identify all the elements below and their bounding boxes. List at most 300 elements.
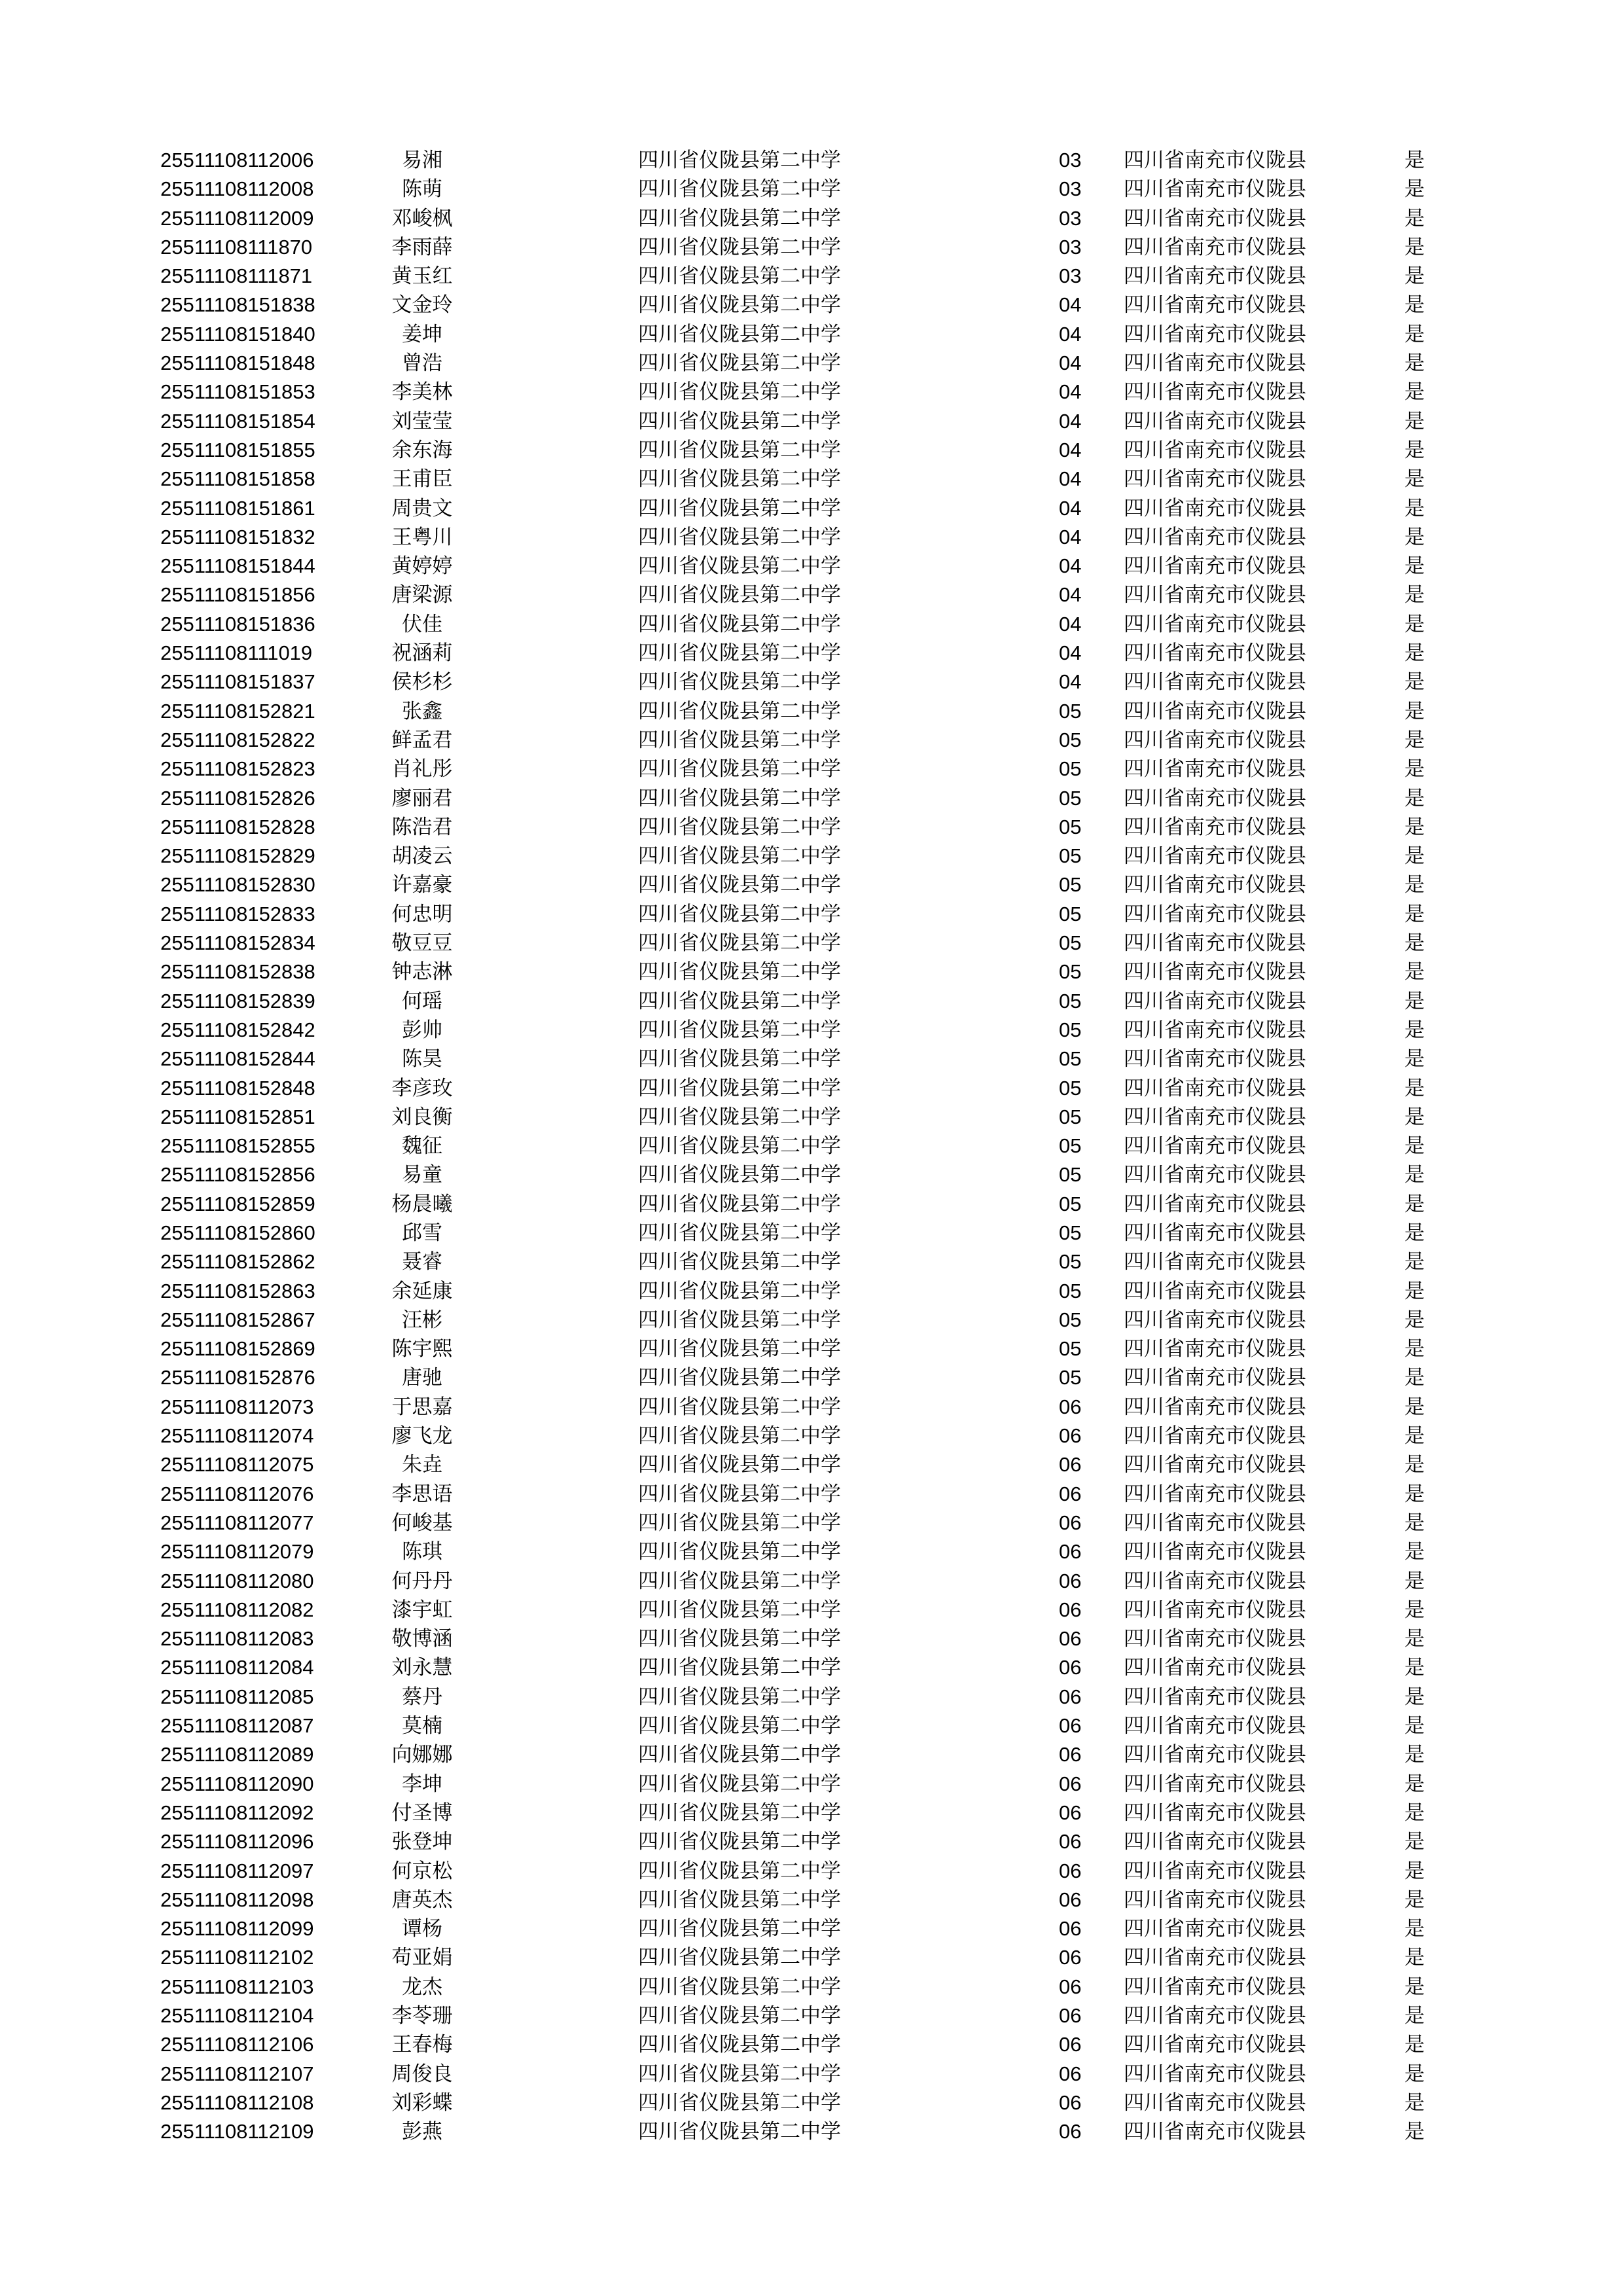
school-cell: 四川省仪陇县第二中学 [638,206,841,230]
student-name-cell: 唐驰 [402,1366,442,1390]
region-cell: 四川省南充市仪陇县 [1124,1134,1306,1158]
region-cell: 四川省南充市仪陇县 [1124,2004,1306,2028]
student-name-cell: 曾浩 [402,351,442,376]
region-cell: 四川省南充市仪陇县 [1124,786,1306,810]
student-name-cell: 唐梁源 [391,583,453,607]
exam-id-cell: 25511108112102 [160,1946,314,1969]
status-flag-cell: 是 [1404,2062,1425,2086]
status-flag-cell: 是 [1404,1105,1425,1129]
table-row [0,1190,1623,1219]
status-flag-cell: 是 [1404,1743,1425,1767]
status-flag-cell: 是 [1404,1917,1425,1941]
school-cell: 四川省仪陇县第二中学 [638,1627,841,1651]
status-flag-cell: 是 [1404,351,1425,376]
class-code-cell: 05 [1059,699,1082,723]
school-cell: 四川省仪陇县第二中学 [638,2062,841,2086]
exam-id-cell: 25511108152848 [160,1076,315,1100]
class-code-cell: 04 [1059,583,1082,607]
status-flag-cell: 是 [1404,1511,1425,1535]
table-row [0,958,1623,986]
table-row [0,1827,1623,1856]
exam-id-cell: 25511108151832 [160,525,315,548]
student-name-cell: 陈浩君 [391,815,453,839]
school-cell: 四川省仪陇县第二中学 [638,902,841,926]
class-code-cell: 04 [1059,525,1082,548]
region-cell: 四川省南充市仪陇县 [1124,1569,1306,1593]
school-cell: 四川省仪陇县第二中学 [638,1047,841,1071]
student-name-cell: 易湘 [402,149,442,172]
table-row [0,668,1623,696]
class-code-cell: 06 [1059,1859,1082,1882]
school-cell: 四川省仪陇县第二中学 [638,1453,841,1477]
region-cell: 四川省南充市仪陇县 [1124,206,1306,230]
table-row [0,1306,1623,1335]
school-cell: 四川省仪陇县第二中学 [638,989,841,1013]
class-code-cell: 06 [1059,1540,1082,1564]
school-cell: 四川省仪陇县第二中学 [638,1569,841,1593]
exam-id-cell: 25511108112103 [160,1975,314,1998]
status-flag-cell: 是 [1404,1453,1425,1477]
table-row [0,1509,1623,1537]
table-row [0,1219,1623,1247]
status-flag-cell: 是 [1404,1134,1425,1158]
exam-id-cell: 25511108152826 [160,786,315,810]
region-cell: 四川省南充市仪陇县 [1124,1714,1306,1738]
region-cell: 四川省南充市仪陇县 [1124,1627,1306,1651]
status-flag-cell: 是 [1404,1047,1425,1071]
school-cell: 四川省仪陇县第二中学 [638,1395,841,1419]
region-cell: 四川省南充市仪陇县 [1124,931,1306,956]
class-code-cell: 06 [1059,2090,1082,2114]
class-code-cell: 06 [1059,1482,1082,1505]
status-flag-cell: 是 [1404,699,1425,723]
student-name-cell: 彭燕 [402,2120,442,2144]
student-name-cell: 李坤 [402,1772,442,1796]
class-code-cell: 06 [1059,1830,1082,1854]
student-name-cell: 莫楠 [402,1714,442,1738]
status-flag-cell: 是 [1404,1975,1425,1999]
class-code-cell: 05 [1059,844,1082,868]
class-code-cell: 05 [1059,1076,1082,1100]
region-cell: 四川省南充市仪陇县 [1124,1685,1306,1709]
class-code-cell: 04 [1059,380,1082,404]
school-cell: 四川省仪陇县第二中学 [638,757,841,781]
status-flag-cell: 是 [1404,467,1425,492]
exam-id-cell: 25511108151855 [160,438,315,461]
class-code-cell: 05 [1059,873,1082,897]
table-row [0,813,1623,842]
status-flag-cell: 是 [1404,1801,1425,1825]
school-cell: 四川省仪陇县第二中学 [638,1424,841,1448]
status-flag-cell: 是 [1404,1859,1425,1883]
student-name-cell: 魏征 [402,1134,442,1158]
status-flag-cell: 是 [1404,149,1425,172]
student-name-cell: 何忠明 [391,902,453,926]
status-flag-cell: 是 [1404,1279,1425,1303]
table-row [0,1770,1623,1799]
school-cell: 四川省仪陇县第二中学 [638,1250,841,1274]
student-name-cell: 周贵文 [391,496,453,520]
status-flag-cell: 是 [1404,757,1425,781]
school-cell: 四川省仪陇县第二中学 [638,1656,841,1680]
class-code-cell: 06 [1059,2033,1082,2056]
school-cell: 四川省仪陇县第二中学 [638,1105,841,1129]
class-code-cell: 03 [1059,235,1082,259]
region-cell: 四川省南充市仪陇县 [1124,235,1306,259]
exam-id-cell: 25511108152856 [160,1163,315,1187]
region-cell: 四川省南充市仪陇县 [1124,641,1306,666]
exam-id-cell: 25511108151848 [160,351,315,375]
exam-id-cell: 25511108112099 [160,1917,314,1941]
class-code-cell: 03 [1059,177,1082,201]
region-cell: 四川省南充市仪陇县 [1124,467,1306,492]
class-code-cell: 06 [1059,1801,1082,1824]
exam-id-cell: 25511108112073 [160,1395,314,1418]
region-cell: 四川省南充市仪陇县 [1124,1598,1306,1622]
status-flag-cell: 是 [1404,1772,1425,1796]
student-name-cell: 刘永慧 [391,1656,453,1680]
region-cell: 四川省南充市仪陇县 [1124,583,1306,607]
student-name-cell: 肖礼彤 [391,757,453,781]
student-name-cell: 李思语 [391,1482,453,1506]
table-row [0,581,1623,609]
region-cell: 四川省南充市仪陇县 [1124,1540,1306,1564]
student-name-cell: 文金玲 [391,293,453,317]
class-code-cell: 05 [1059,989,1082,1013]
student-name-cell: 王甫臣 [391,467,453,492]
status-flag-cell: 是 [1404,815,1425,839]
school-cell: 四川省仪陇县第二中学 [638,1163,841,1187]
class-code-cell: 05 [1059,1105,1082,1128]
status-flag-cell: 是 [1404,583,1425,607]
school-cell: 四川省仪陇县第二中学 [638,1743,841,1767]
exam-id-cell: 25511108112077 [160,1511,314,1534]
school-cell: 四川省仪陇县第二中学 [638,2033,841,2057]
table-row [0,1074,1623,1103]
class-code-cell: 04 [1059,612,1082,636]
class-code-cell: 06 [1059,1888,1082,1911]
student-name-cell: 蔡丹 [402,1685,442,1709]
table-row [0,987,1623,1016]
table-row [0,755,1623,783]
status-flag-cell: 是 [1404,1221,1425,1245]
student-name-cell: 聂睿 [402,1250,442,1274]
student-name-cell: 付圣博 [391,1801,453,1825]
school-cell: 四川省仪陇县第二中学 [638,1366,841,1390]
status-flag-cell: 是 [1404,1627,1425,1651]
region-cell: 四川省南充市仪陇县 [1124,293,1306,317]
exam-id-cell: 25511108112083 [160,1627,314,1651]
class-code-cell: 06 [1059,1946,1082,1969]
table-row [0,436,1623,465]
table-row [0,1537,1623,1566]
status-flag-cell: 是 [1404,2004,1425,2028]
table-row [0,1363,1623,1392]
table-row [0,1683,1623,1712]
exam-id-cell: 25511108152822 [160,728,315,751]
status-flag-cell: 是 [1404,264,1425,289]
student-name-cell: 彭帅 [402,1018,442,1042]
status-flag-cell: 是 [1404,1946,1425,1970]
exam-id-cell: 25511108112087 [160,1714,314,1738]
status-flag-cell: 是 [1404,380,1425,404]
student-name-cell: 易童 [402,1163,442,1187]
table-row [0,900,1623,929]
school-cell: 四川省仪陇县第二中学 [638,960,841,984]
school-cell: 四川省仪陇县第二中学 [638,1685,841,1709]
class-code-cell: 05 [1059,786,1082,810]
region-cell: 四川省南充市仪陇县 [1124,177,1306,202]
status-flag-cell: 是 [1404,235,1425,259]
status-flag-cell: 是 [1404,1076,1425,1100]
class-code-cell: 05 [1059,1366,1082,1390]
student-name-cell: 许嘉豪 [391,873,453,897]
exam-id-cell: 25511108152863 [160,1279,315,1302]
region-cell: 四川省南充市仪陇县 [1124,1366,1306,1390]
status-flag-cell: 是 [1404,525,1425,549]
exam-id-cell: 25511108112080 [160,1569,314,1592]
school-cell: 四川省仪陇县第二中学 [638,641,841,666]
student-name-cell: 余延康 [391,1279,453,1303]
class-code-cell: 04 [1059,554,1082,578]
school-cell: 四川省仪陇县第二中学 [638,409,841,433]
student-name-cell: 王粤川 [391,525,453,549]
student-name-cell: 钟志淋 [391,960,453,984]
status-flag-cell: 是 [1404,1337,1425,1361]
region-cell: 四川省南充市仪陇县 [1124,1801,1306,1825]
region-cell: 四川省南充市仪陇县 [1124,380,1306,404]
student-name-cell: 祝涵莉 [391,641,453,666]
school-cell: 四川省仪陇县第二中学 [638,380,841,404]
region-cell: 四川省南充市仪陇县 [1124,1424,1306,1448]
status-flag-cell: 是 [1404,177,1425,202]
region-cell: 四川省南充市仪陇县 [1124,2033,1306,2057]
class-code-cell: 06 [1059,1685,1082,1708]
exam-id-cell: 25511108112092 [160,1801,314,1824]
exam-id-cell: 25511108152829 [160,844,315,868]
class-code-cell: 05 [1059,1192,1082,1215]
student-name-cell: 张登坤 [391,1830,453,1854]
region-cell: 四川省南充市仪陇县 [1124,1917,1306,1941]
student-name-cell: 周俊良 [391,2062,453,2086]
student-name-cell: 唐英杰 [391,1888,453,1912]
table-row [0,262,1623,291]
status-flag-cell: 是 [1404,2090,1425,2115]
exam-id-cell: 25511108112076 [160,1482,314,1505]
exam-id-cell: 25511108111871 [160,264,313,288]
status-flag-cell: 是 [1404,902,1425,926]
region-cell: 四川省南充市仪陇县 [1124,2062,1306,2086]
class-code-cell: 05 [1059,931,1082,955]
exam-id-cell: 25511108152823 [160,757,315,781]
table-row [0,1740,1623,1769]
table-row [0,2089,1623,2117]
class-code-cell: 06 [1059,1453,1082,1477]
student-name-cell: 陈琪 [402,1540,442,1564]
student-name-cell: 敬豆豆 [391,931,453,956]
class-code-cell: 03 [1059,264,1082,288]
exam-id-cell: 25511108151854 [160,409,315,433]
region-cell: 四川省南充市仪陇县 [1124,149,1306,172]
school-cell: 四川省仪陇县第二中学 [638,149,841,172]
school-cell: 四川省仪陇县第二中学 [638,1221,841,1245]
table-row [0,1943,1623,1972]
student-name-cell: 汪彬 [402,1308,442,1332]
table-row [0,929,1623,958]
student-name-cell: 黄婷婷 [391,554,453,579]
status-flag-cell: 是 [1404,641,1425,666]
region-cell: 四川省南充市仪陇县 [1124,960,1306,984]
table-row [0,233,1623,262]
student-name-cell: 侯杉杉 [391,670,453,694]
class-code-cell: 06 [1059,1917,1082,1941]
region-cell: 四川省南充市仪陇县 [1124,1047,1306,1071]
exam-id-cell: 25511108112084 [160,1656,314,1679]
student-name-cell: 苟亚娟 [391,1946,453,1970]
exam-id-cell: 25511108151837 [160,670,315,694]
exam-id-cell: 25511108112109 [160,2120,314,2144]
status-flag-cell: 是 [1404,1888,1425,1912]
student-name-cell: 廖丽君 [391,786,453,810]
status-flag-cell: 是 [1404,438,1425,462]
school-cell: 四川省仪陇县第二中学 [638,1917,841,1941]
status-flag-cell: 是 [1404,1482,1425,1506]
student-name-cell: 伏佳 [402,612,442,636]
region-cell: 四川省南充市仪陇县 [1124,1337,1306,1361]
status-flag-cell: 是 [1404,728,1425,752]
student-name-cell: 王春梅 [391,2033,453,2057]
region-cell: 四川省南充市仪陇县 [1124,351,1306,376]
region-cell: 四川省南充市仪陇县 [1124,525,1306,549]
student-name-cell: 张鑫 [402,699,442,723]
region-cell: 四川省南充市仪陇县 [1124,728,1306,752]
table-row [0,146,1623,175]
table-row [0,1016,1623,1045]
table-row [0,697,1623,726]
school-cell: 四川省仪陇县第二中学 [638,2004,841,2028]
exam-id-cell: 25511108112082 [160,1598,314,1621]
exam-id-cell: 25511108152869 [160,1337,315,1361]
table-row [0,784,1623,813]
class-code-cell: 04 [1059,670,1082,694]
exam-id-cell: 25511108112008 [160,177,314,201]
region-cell: 四川省南充市仪陇县 [1124,612,1306,636]
exam-id-cell: 25511108112079 [160,1540,314,1564]
region-cell: 四川省南充市仪陇县 [1124,1192,1306,1216]
class-code-cell: 06 [1059,1975,1082,1998]
status-flag-cell: 是 [1404,989,1425,1013]
exam-id-cell: 25511108152851 [160,1105,315,1128]
exam-id-cell: 25511108112097 [160,1859,314,1882]
class-code-cell: 06 [1059,1598,1082,1621]
student-name-cell: 胡凌云 [391,844,453,869]
school-cell: 四川省仪陇县第二中学 [638,1482,841,1506]
region-cell: 四川省南充市仪陇县 [1124,1830,1306,1854]
table-row [0,1045,1623,1073]
student-name-cell: 何峻基 [391,1511,453,1535]
school-cell: 四川省仪陇县第二中学 [638,293,841,317]
status-flag-cell: 是 [1404,1395,1425,1419]
status-flag-cell: 是 [1404,1656,1425,1680]
status-flag-cell: 是 [1404,496,1425,520]
table-row [0,1277,1623,1306]
school-cell: 四川省仪陇县第二中学 [638,1540,841,1564]
table-row [0,1247,1623,1276]
class-code-cell: 04 [1059,496,1082,520]
status-flag-cell: 是 [1404,844,1425,869]
region-cell: 四川省南充市仪陇县 [1124,902,1306,926]
class-code-cell: 06 [1059,1424,1082,1448]
class-code-cell: 05 [1059,960,1082,984]
region-cell: 四川省南充市仪陇县 [1124,1888,1306,1912]
table-row [0,1596,1623,1624]
status-flag-cell: 是 [1404,1569,1425,1593]
exam-id-cell: 25511108152862 [160,1250,315,1274]
exam-id-cell: 25511108152828 [160,815,315,838]
class-code-cell: 05 [1059,757,1082,781]
student-name-cell: 向娜娜 [391,1743,453,1767]
school-cell: 四川省仪陇县第二中学 [638,1308,841,1332]
region-cell: 四川省南充市仪陇县 [1124,438,1306,462]
student-name-cell: 陈昊 [402,1047,442,1071]
exam-id-cell: 25511108112006 [160,149,314,171]
student-name-cell: 李美林 [391,380,453,404]
exam-id-cell: 25511108112107 [160,2062,314,2085]
status-flag-cell: 是 [1404,931,1425,956]
class-code-cell: 05 [1059,1163,1082,1187]
student-name-cell: 刘良衡 [391,1105,453,1129]
school-cell: 四川省仪陇县第二中学 [638,1192,841,1216]
region-cell: 四川省南充市仪陇县 [1124,2090,1306,2115]
student-name-cell: 朱垚 [402,1453,442,1477]
student-name-cell: 邓峻枫 [391,206,453,230]
exam-id-cell: 25511108112096 [160,1830,314,1854]
student-name-cell: 余东海 [391,438,453,462]
school-cell: 四川省仪陇县第二中学 [638,873,841,897]
class-code-cell: 04 [1059,293,1082,317]
table-row [0,2060,1623,2089]
exam-id-cell: 25511108112098 [160,1888,314,1911]
exam-id-cell: 25511108112104 [160,2004,314,2027]
exam-id-cell: 25511108111019 [160,641,313,665]
class-code-cell: 03 [1059,149,1082,171]
class-code-cell: 06 [1059,2120,1082,2144]
exam-id-cell: 25511108152821 [160,699,315,723]
class-code-cell: 04 [1059,322,1082,346]
region-cell: 四川省南充市仪陇县 [1124,1511,1306,1535]
school-cell: 四川省仪陇县第二中学 [638,728,841,752]
school-cell: 四川省仪陇县第二中学 [638,351,841,376]
table-row [0,1914,1623,1943]
school-cell: 四川省仪陇县第二中学 [638,1714,841,1738]
class-code-cell: 04 [1059,438,1082,461]
exam-id-cell: 25511108152838 [160,960,315,984]
exam-id-cell: 25511108151861 [160,496,315,520]
table-row [0,1653,1623,1682]
school-cell: 四川省仪陇县第二中学 [638,322,841,346]
student-name-cell: 何丹丹 [391,1569,453,1593]
status-flag-cell: 是 [1404,670,1425,694]
class-code-cell: 06 [1059,1569,1082,1592]
status-flag-cell: 是 [1404,1598,1425,1622]
table-row [0,1712,1623,1740]
status-flag-cell: 是 [1404,2120,1425,2144]
region-cell: 四川省南充市仪陇县 [1124,1105,1306,1129]
school-cell: 四川省仪陇县第二中学 [638,2120,841,2144]
school-cell: 四川省仪陇县第二中学 [638,1279,841,1303]
region-cell: 四川省南充市仪陇县 [1124,264,1306,289]
region-cell: 四川省南充市仪陇县 [1124,1163,1306,1187]
